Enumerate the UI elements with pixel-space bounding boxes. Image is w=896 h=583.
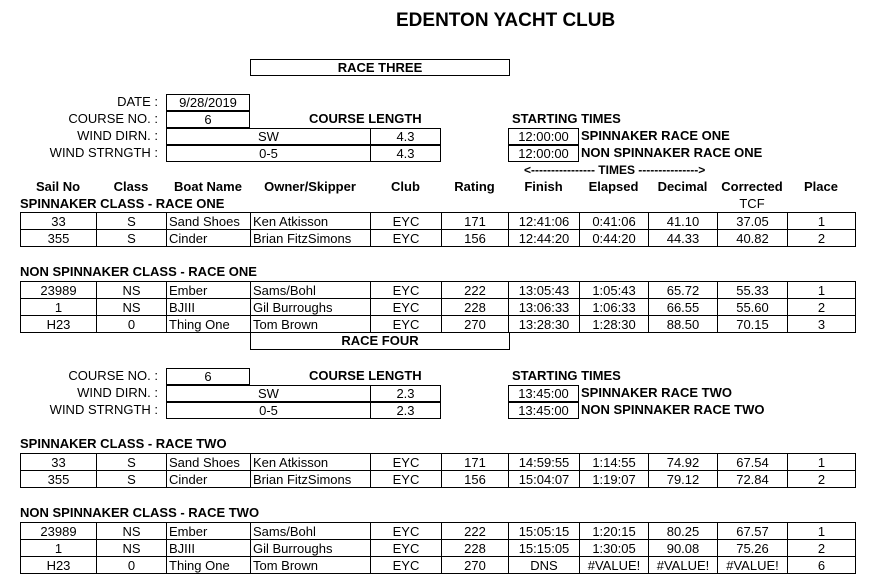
- spinnaker-race-one-row: [21, 230, 856, 247]
- corrected-cell: 75.26: [718, 540, 788, 557]
- elapsed-cell: 1:14:55: [580, 454, 649, 471]
- sail-no-cell: 1: [21, 540, 97, 557]
- page-title: EDENTON YACHT CLUB: [396, 10, 616, 31]
- boat-name-cell: Ember: [167, 282, 251, 299]
- spinnaker-race-one-row: [21, 213, 856, 230]
- class-cell: 0: [97, 557, 167, 574]
- elapsed-cell: 1:19:07: [580, 471, 649, 488]
- decimal-cell: 66.55: [649, 299, 718, 316]
- rating-cell: 171: [442, 454, 509, 471]
- race-four-course-no-label: COURSE NO. :: [68, 368, 158, 383]
- class-cell: NS: [97, 299, 167, 316]
- elapsed-cell: 1:20:15: [580, 523, 649, 540]
- wind-strength-label: WIND STRNGTH :: [49, 145, 158, 160]
- start-time-spinnaker-race-one: 12:00:00: [508, 128, 579, 145]
- spinnaker-race-two-row: [21, 454, 856, 471]
- class-cell: 0: [97, 316, 167, 333]
- race-four-wind-dirn-length: 2.3: [370, 385, 441, 402]
- class-cell: S: [97, 213, 167, 230]
- non-spinnaker-race-two-row: [21, 557, 856, 574]
- corrected-cell: 72.84: [718, 471, 788, 488]
- non-spinnaker-race-two-table: [20, 522, 856, 574]
- decimal-cell: 88.50: [649, 316, 718, 333]
- club-cell: EYC: [371, 316, 442, 333]
- boat-name-cell: Sand Shoes: [167, 213, 251, 230]
- sail-no-cell: 23989: [21, 282, 97, 299]
- finish-cell: 12:44:20: [509, 230, 580, 247]
- place-cell: 2: [788, 540, 856, 557]
- col-place: Place: [804, 179, 838, 194]
- non-spinnaker-race-two-row: [21, 523, 856, 540]
- boat-name-cell: BJIII: [167, 540, 251, 557]
- elapsed-cell: 1:30:05: [580, 540, 649, 557]
- club-cell: EYC: [371, 540, 442, 557]
- place-cell: 1: [788, 282, 856, 299]
- race-four-course-no-value: 6: [166, 368, 250, 385]
- date-label: DATE :: [117, 94, 158, 109]
- start-time-spinnaker-race-two: 13:45:00: [508, 385, 579, 402]
- race-four-wind-dirn-value: SW: [166, 385, 371, 402]
- col-club: Club: [391, 179, 420, 194]
- class-cell: NS: [97, 523, 167, 540]
- finish-cell: 12:41:06: [509, 213, 580, 230]
- class-cell: S: [97, 454, 167, 471]
- boat-name-cell: Ember: [167, 523, 251, 540]
- date-value: 9/28/2019: [166, 94, 250, 111]
- class-cell: NS: [97, 282, 167, 299]
- sail-no-cell: 355: [21, 471, 97, 488]
- owner-skipper-cell: Gil Burroughs: [251, 540, 371, 557]
- place-cell: 2: [788, 471, 856, 488]
- race-four-wind-strength-length: 2.3: [370, 402, 441, 419]
- club-cell: EYC: [371, 523, 442, 540]
- rating-cell: 222: [442, 523, 509, 540]
- finish-cell: 15:05:15: [509, 523, 580, 540]
- sail-no-cell: 33: [21, 213, 97, 230]
- race-four-wind-dirn-label: WIND DIRN. :: [77, 385, 158, 400]
- owner-skipper-cell: Sams/Bohl: [251, 282, 371, 299]
- finish-cell: 14:59:55: [509, 454, 580, 471]
- col-class: Class: [113, 179, 149, 194]
- corrected-cell: #VALUE!: [718, 557, 788, 574]
- start-time-non-spinnaker-race-two: 13:45:00: [508, 402, 579, 419]
- sail-no-cell: 33: [21, 454, 97, 471]
- finish-cell: 15:04:07: [509, 471, 580, 488]
- wind-strength-value: 0-5: [166, 145, 371, 162]
- rating-cell: 270: [442, 316, 509, 333]
- owner-skipper-cell: Sams/Bohl: [251, 523, 371, 540]
- decimal-cell: 80.25: [649, 523, 718, 540]
- elapsed-cell: 0:41:06: [580, 213, 649, 230]
- place-cell: 1: [788, 454, 856, 471]
- place-cell: 1: [788, 213, 856, 230]
- race-four-wind-strength-value: 0-5: [166, 402, 371, 419]
- course-no-value: 6: [166, 111, 250, 128]
- non-spinnaker-race-two-heading: NON SPINNAKER CLASS - RACE TWO: [20, 505, 260, 520]
- club-cell: EYC: [371, 282, 442, 299]
- sail-no-cell: 23989: [21, 523, 97, 540]
- course-length-label: COURSE LENGTH: [309, 111, 422, 126]
- class-cell: S: [97, 471, 167, 488]
- tcf-label: TCF: [739, 196, 765, 211]
- non-spinnaker-race-one-table: [20, 281, 856, 333]
- boat-name-cell: Cinder: [167, 471, 251, 488]
- boat-name-cell: Sand Shoes: [167, 454, 251, 471]
- start-label-spinnaker-race-one: SPINNAKER RACE ONE: [581, 128, 730, 143]
- finish-cell: DNS: [509, 557, 580, 574]
- sail-no-cell: H23: [21, 316, 97, 333]
- spinnaker-race-two-table: [20, 453, 856, 488]
- col-owner-skipper: Owner/Skipper: [264, 179, 356, 194]
- col-elapsed: Elapsed: [588, 179, 639, 194]
- starting-times-label: STARTING TIMES: [512, 111, 621, 126]
- sail-no-cell: 1: [21, 299, 97, 316]
- boat-name-cell: Thing One: [167, 316, 251, 333]
- rating-cell: 228: [442, 299, 509, 316]
- owner-skipper-cell: Tom Brown: [251, 316, 371, 333]
- spinnaker-race-two-row: [21, 471, 856, 488]
- spinnaker-race-one-heading: SPINNAKER CLASS - RACE ONE: [20, 196, 225, 211]
- class-cell: NS: [97, 540, 167, 557]
- place-cell: 2: [788, 230, 856, 247]
- place-cell: 3: [788, 316, 856, 333]
- non-spinnaker-race-one-heading: NON SPINNAKER CLASS - RACE ONE: [20, 264, 257, 279]
- corrected-cell: 55.60: [718, 299, 788, 316]
- col-sail-no: Sail No: [35, 179, 81, 194]
- boat-name-cell: Cinder: [167, 230, 251, 247]
- race-four-course-length-label: COURSE LENGTH: [309, 368, 422, 383]
- elapsed-cell: #VALUE!: [580, 557, 649, 574]
- club-cell: EYC: [371, 471, 442, 488]
- sail-no-cell: 355: [21, 230, 97, 247]
- spinnaker-race-two-heading: SPINNAKER CLASS - RACE TWO: [20, 436, 227, 451]
- col-boat-name: Boat Name: [174, 179, 242, 194]
- place-cell: 2: [788, 299, 856, 316]
- corrected-cell: 70.15: [718, 316, 788, 333]
- finish-cell: 13:05:43: [509, 282, 580, 299]
- decimal-cell: 90.08: [649, 540, 718, 557]
- race-four-starting-times-label: STARTING TIMES: [512, 368, 621, 383]
- course-no-label: COURSE NO. :: [68, 111, 158, 126]
- boat-name-cell: BJIII: [167, 299, 251, 316]
- non-spinnaker-race-one-row: [21, 316, 856, 333]
- wind-dirn-value: SW: [166, 128, 371, 145]
- finish-cell: 13:28:30: [509, 316, 580, 333]
- start-label-spinnaker-race-two: SPINNAKER RACE TWO: [581, 385, 732, 400]
- start-time-non-spinnaker-race-one: 12:00:00: [508, 145, 579, 162]
- decimal-cell: 79.12: [649, 471, 718, 488]
- rating-cell: 171: [442, 213, 509, 230]
- place-cell: 6: [788, 557, 856, 574]
- spinnaker-race-one-table: [20, 212, 856, 247]
- corrected-cell: 40.82: [718, 230, 788, 247]
- decimal-cell: 44.33: [649, 230, 718, 247]
- times-banner: <---------------- TIMES --------------->: [524, 163, 706, 177]
- corrected-cell: 37.05: [718, 213, 788, 230]
- club-cell: EYC: [371, 230, 442, 247]
- decimal-cell: #VALUE!: [649, 557, 718, 574]
- col-corrected: Corrected: [721, 179, 783, 194]
- owner-skipper-cell: Brian FitzSimons: [251, 230, 371, 247]
- decimal-cell: 41.10: [649, 213, 718, 230]
- club-cell: EYC: [371, 557, 442, 574]
- start-label-non-spinnaker-race-one: NON SPINNAKER RACE ONE: [581, 145, 763, 160]
- decimal-cell: 74.92: [649, 454, 718, 471]
- wind-strength-length: 4.3: [370, 145, 441, 162]
- rating-cell: 270: [442, 557, 509, 574]
- col-decimal: Decimal: [657, 179, 708, 194]
- boat-name-cell: Thing One: [167, 557, 251, 574]
- corrected-cell: 67.54: [718, 454, 788, 471]
- corrected-cell: 55.33: [718, 282, 788, 299]
- rating-cell: 156: [442, 230, 509, 247]
- place-cell: 1: [788, 523, 856, 540]
- owner-skipper-cell: Tom Brown: [251, 557, 371, 574]
- non-spinnaker-race-two-row: [21, 540, 856, 557]
- col-rating: Rating: [454, 179, 495, 194]
- start-label-non-spinnaker-race-two: NON SPINNAKER RACE TWO: [581, 402, 765, 417]
- club-cell: EYC: [371, 454, 442, 471]
- elapsed-cell: 0:44:20: [580, 230, 649, 247]
- owner-skipper-cell: Ken Atkisson: [251, 213, 371, 230]
- rating-cell: 222: [442, 282, 509, 299]
- owner-skipper-cell: Gil Burroughs: [251, 299, 371, 316]
- class-cell: S: [97, 230, 167, 247]
- non-spinnaker-race-one-row: [21, 282, 856, 299]
- race-four-heading: RACE FOUR: [250, 333, 510, 350]
- owner-skipper-cell: Brian FitzSimons: [251, 471, 371, 488]
- finish-cell: 13:06:33: [509, 299, 580, 316]
- sail-no-cell: H23: [21, 557, 97, 574]
- club-cell: EYC: [371, 299, 442, 316]
- col-finish: Finish: [524, 179, 563, 194]
- elapsed-cell: 1:05:43: [580, 282, 649, 299]
- finish-cell: 15:15:05: [509, 540, 580, 557]
- owner-skipper-cell: Ken Atkisson: [251, 454, 371, 471]
- rating-cell: 156: [442, 471, 509, 488]
- non-spinnaker-race-one-row: [21, 299, 856, 316]
- corrected-cell: 67.57: [718, 523, 788, 540]
- race-four-wind-strength-label: WIND STRNGTH :: [49, 402, 158, 417]
- wind-dirn-length: 4.3: [370, 128, 441, 145]
- race-three-heading: RACE THREE: [250, 59, 510, 76]
- club-cell: EYC: [371, 213, 442, 230]
- elapsed-cell: 1:28:30: [580, 316, 649, 333]
- decimal-cell: 65.72: [649, 282, 718, 299]
- elapsed-cell: 1:06:33: [580, 299, 649, 316]
- rating-cell: 228: [442, 540, 509, 557]
- wind-dirn-label: WIND DIRN. :: [77, 128, 158, 143]
